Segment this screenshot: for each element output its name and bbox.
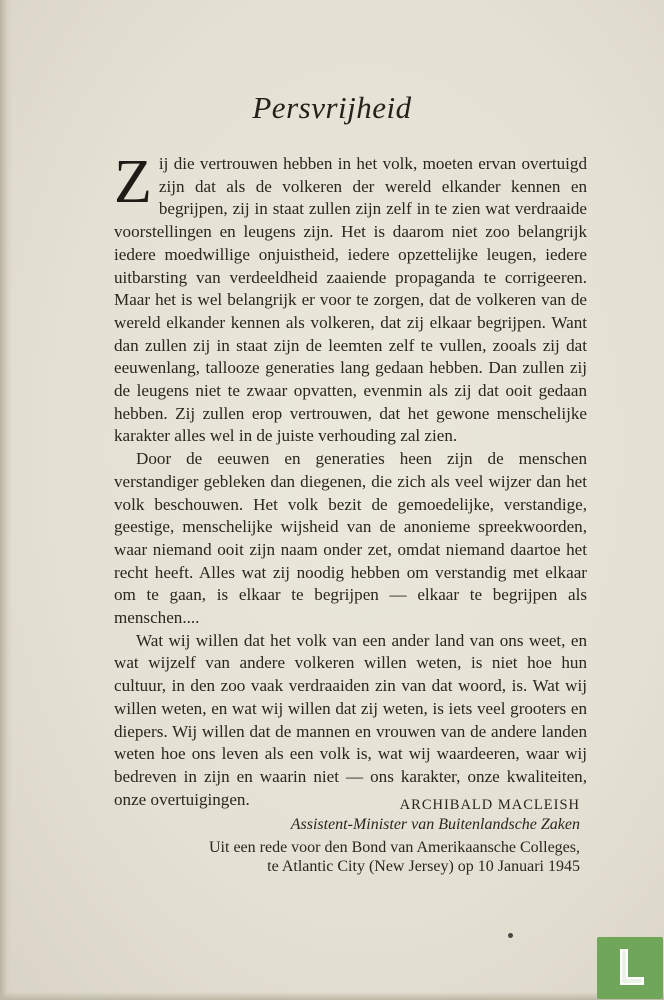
page-edge-bottom xyxy=(0,992,664,1000)
paragraph-3: Wat wij willen dat het volk van een ander land van ons weet, en wat wijzelf van andere volkeren willen weten, is niet hoe hun cultuur, in den zoo vaak verdraaiden zin van dat woord, is. Wat wij willen weten, en wat wij willen dat zij weten, is iets veel grooters en diepers. Wij willen dat de mannen en vrouwen van de andere landen weten hoe ons leven als een volk is, wat wij waardeeren, waar wij bedreven in zijn en waarin niet — ons karakter, onze kwaliteiten, onze overtuigingen. xyxy=(114,630,587,809)
paragraph-1 xyxy=(114,148,587,448)
source-line-2: te Atlantic City (New Jersey) op 10 Januari 1945 xyxy=(267,858,580,875)
signature-name: ARCHIBALD MACLEISH xyxy=(399,797,580,813)
drop-cap: Z xyxy=(114,148,152,216)
paragraph-2: Door de eeuwen en generaties heen zijn de menschen verstandiger gebleken dan diegenen, die zich als veel wijzer dan het volk beschouwen. Het volk bezit de gemoedelijke, verstandige, geestige, menschelijke wijsheid van de anonieme spreekwoorden, waar niemand ooit zijn naam onder zet, omdat niemand daartoe het recht heeft. Alles wat zij noodig hebben om verstandig met elkaar om te gaan, is elkaar te begrijpen — elkaar te begrijpen als menschen.... xyxy=(114,449,587,628)
source-citation xyxy=(209,838,580,876)
signature-role: Assistent-Minister van Buitenlandsche Zaken xyxy=(290,816,580,833)
page-edge-left xyxy=(0,0,12,1000)
page-title: Persvrijheid xyxy=(252,90,412,125)
lastdodo-logo-icon xyxy=(597,937,663,999)
ink-dot xyxy=(508,933,513,938)
logo-l-mark-icon xyxy=(612,947,648,989)
source-line-1: Uit een rede voor den Bond van Amerikaansche Colleges, xyxy=(209,839,580,856)
paragraph-1-text: ij die vertrouwen hebben in het volk, moeten ervan overtuigd zijn dat als de volkeren der wereld elkander kennen en begrijpen, zij in staat zullen zijn zelf in te zien wat verdraaide voorstellingen en leugens zijn. Het is daarom niet zoo belangrijk iedere moedwillige onjuistheid, iedere opzettelijke leugen, iedere uitbarsting van verdeeldheid zaaiende propaganda te corrigeeren. Maar het is wel belangrijk er voor te zorgen, dat de volkeren van de wereld elkander kennen als volkeren, dat zij elkaar begrijpen. Want dan zullen zij in staat zijn de leemten zelf te vullen, zooals zij dat eeuwenlang, tallooze generaties lang gedaan hebben. Dan zullen zij de leugens niet te zwaar opvatten, evenmin als zij dat ooit gedaan hebben. Zij zullen erop vertrouwen, dat het gewone menschelijke karakter alles wel in de juiste verhouding zal zien. xyxy=(114,154,587,446)
article-body xyxy=(114,148,587,811)
